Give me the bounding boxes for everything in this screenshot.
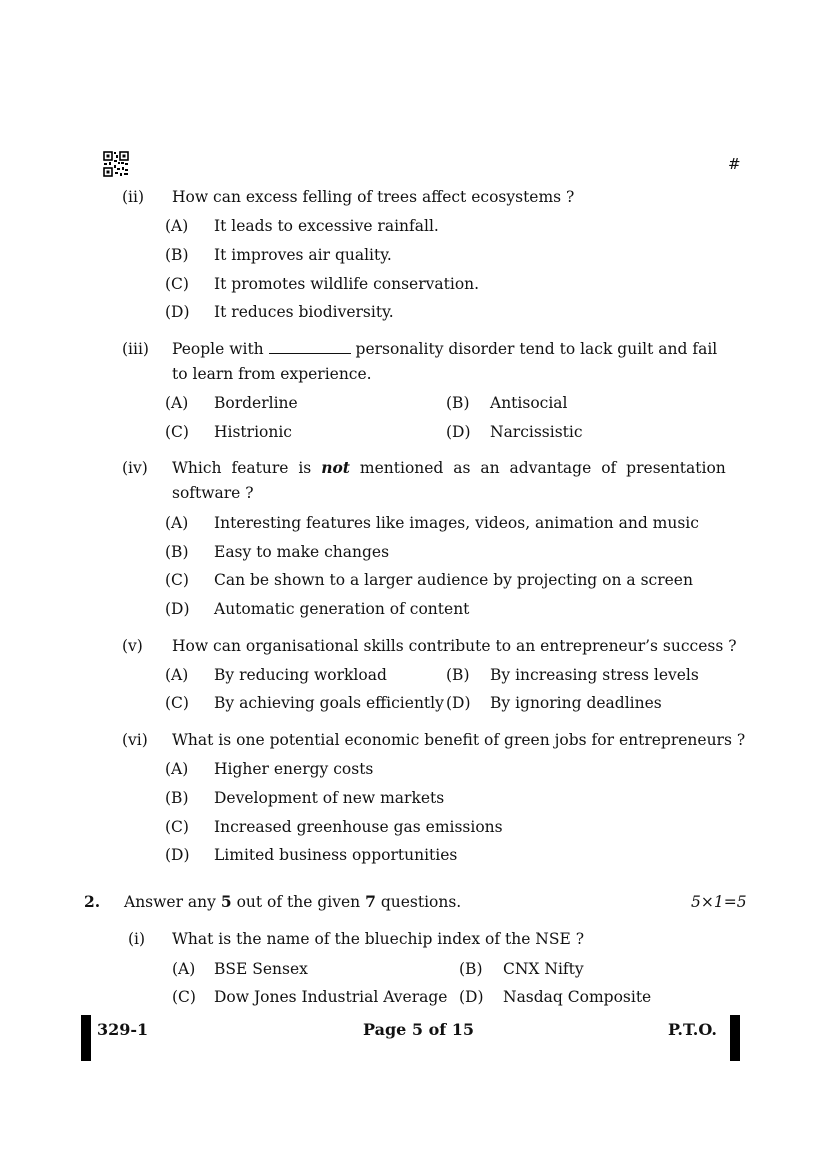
option-label: (B) — [165, 543, 189, 561]
instruction-number: 5 — [220, 892, 232, 911]
option-label: (B) — [446, 394, 470, 412]
option-text: Increased greenhouse gas emissions — [214, 818, 503, 836]
option-label: (B) — [165, 789, 189, 807]
instruction-part: Answer any — [124, 893, 216, 911]
option-text: Interesting features like images, videos, animation and music — [214, 514, 699, 532]
page-number: Page 5 of 15 — [363, 1020, 474, 1039]
page-marker: # — [728, 155, 741, 173]
option-text: It promotes wildlife conservation. — [214, 275, 480, 293]
question-text-line2: software ? — [172, 484, 254, 502]
footer-right-bar — [730, 1015, 740, 1061]
option-text: Narcissistic — [490, 423, 583, 441]
option-label: (D) — [165, 303, 190, 321]
question-text-part: personality disorder tend to lack guilt and fail — [355, 340, 718, 358]
option-text: By ignoring deadlines — [490, 694, 662, 712]
instruction-part: questions. — [380, 893, 462, 911]
option-text: Automatic generation of content — [214, 600, 470, 618]
option-label: (D) — [165, 600, 190, 618]
option-text: By increasing stress levels — [490, 666, 699, 684]
question-text: How can excess felling of trees affect ecosystems ? — [172, 188, 575, 206]
qr-code-icon — [103, 151, 129, 177]
option-text: Nasdaq Composite — [503, 988, 652, 1006]
instruction-number: 7 — [365, 892, 376, 911]
option-label: (D) — [165, 846, 190, 864]
question-number: (iv) — [122, 459, 148, 477]
question-text: How can organisational skills contribute to an entrepreneur’s success ? — [172, 637, 737, 655]
option-text: Antisocial — [490, 394, 568, 412]
option-text: It improves air quality. — [214, 246, 392, 264]
option-label: (D) — [446, 694, 471, 712]
question-text-part: People with — [172, 340, 264, 358]
instruction-part: out of the given — [236, 893, 361, 911]
question-text: What is the name of the bluechip index of the NSE ? — [172, 930, 585, 948]
option-label: (A) — [165, 514, 189, 532]
question-instruction — [124, 892, 461, 912]
option-label: (C) — [165, 571, 189, 589]
question-number: (ii) — [122, 188, 145, 206]
question-text-part: mentioned as an advantage of presentation — [359, 459, 726, 477]
option-text: Can be shown to a larger audience by projecting on a screen — [214, 571, 693, 589]
option-label: (D) — [459, 988, 484, 1006]
option-text: CNX Nifty — [503, 960, 584, 978]
question-number: (vi) — [122, 731, 148, 749]
option-label: (A) — [172, 960, 196, 978]
marks-allocation: 5×1=5 — [691, 893, 747, 911]
option-label: (A) — [165, 394, 189, 412]
question-text-part: Which feature is — [172, 459, 312, 477]
option-text: BSE Sensex — [214, 960, 308, 978]
option-text: By reducing workload — [214, 666, 387, 684]
question-text-line2: to learn from experience. — [172, 365, 372, 383]
footer-left-bar — [81, 1015, 91, 1061]
option-label: (C) — [172, 988, 196, 1006]
fill-in-blank — [269, 339, 351, 354]
option-text: Borderline — [214, 394, 298, 412]
question-text — [172, 339, 717, 359]
option-text: Dow Jones Industrial Average — [214, 988, 448, 1006]
option-label: (A) — [165, 760, 189, 778]
option-label: (C) — [165, 275, 189, 293]
option-text: Higher energy costs — [214, 760, 374, 778]
option-label: (A) — [165, 666, 189, 684]
option-label: (C) — [165, 694, 189, 712]
option-text: Histrionic — [214, 423, 292, 441]
option-label: (C) — [165, 423, 189, 441]
emphasis-not: not — [321, 458, 350, 477]
option-text: Limited business opportunities — [214, 846, 458, 864]
option-label: (C) — [165, 818, 189, 836]
option-label: (B) — [165, 246, 189, 264]
option-label: (A) — [165, 217, 189, 235]
option-text: By achieving goals efficiently — [214, 694, 444, 712]
question-number: 2. — [84, 892, 101, 911]
option-text: It leads to excessive rainfall. — [214, 217, 439, 235]
option-text: It reduces biodiversity. — [214, 303, 394, 321]
option-label: (D) — [446, 423, 471, 441]
question-text — [172, 458, 726, 478]
option-label: (B) — [446, 666, 470, 684]
question-number: (iii) — [122, 340, 149, 358]
question-text: What is one potential economic benefit of green jobs for entrepreneurs ? — [172, 731, 746, 749]
pto-label: P.T.O. — [668, 1020, 717, 1039]
question-number: (i) — [128, 930, 146, 948]
paper-code: 329-1 — [97, 1020, 149, 1039]
question-number: (v) — [122, 637, 143, 655]
option-text: Easy to make changes — [214, 543, 390, 561]
option-text: Development of new markets — [214, 789, 445, 807]
option-label: (B) — [459, 960, 483, 978]
